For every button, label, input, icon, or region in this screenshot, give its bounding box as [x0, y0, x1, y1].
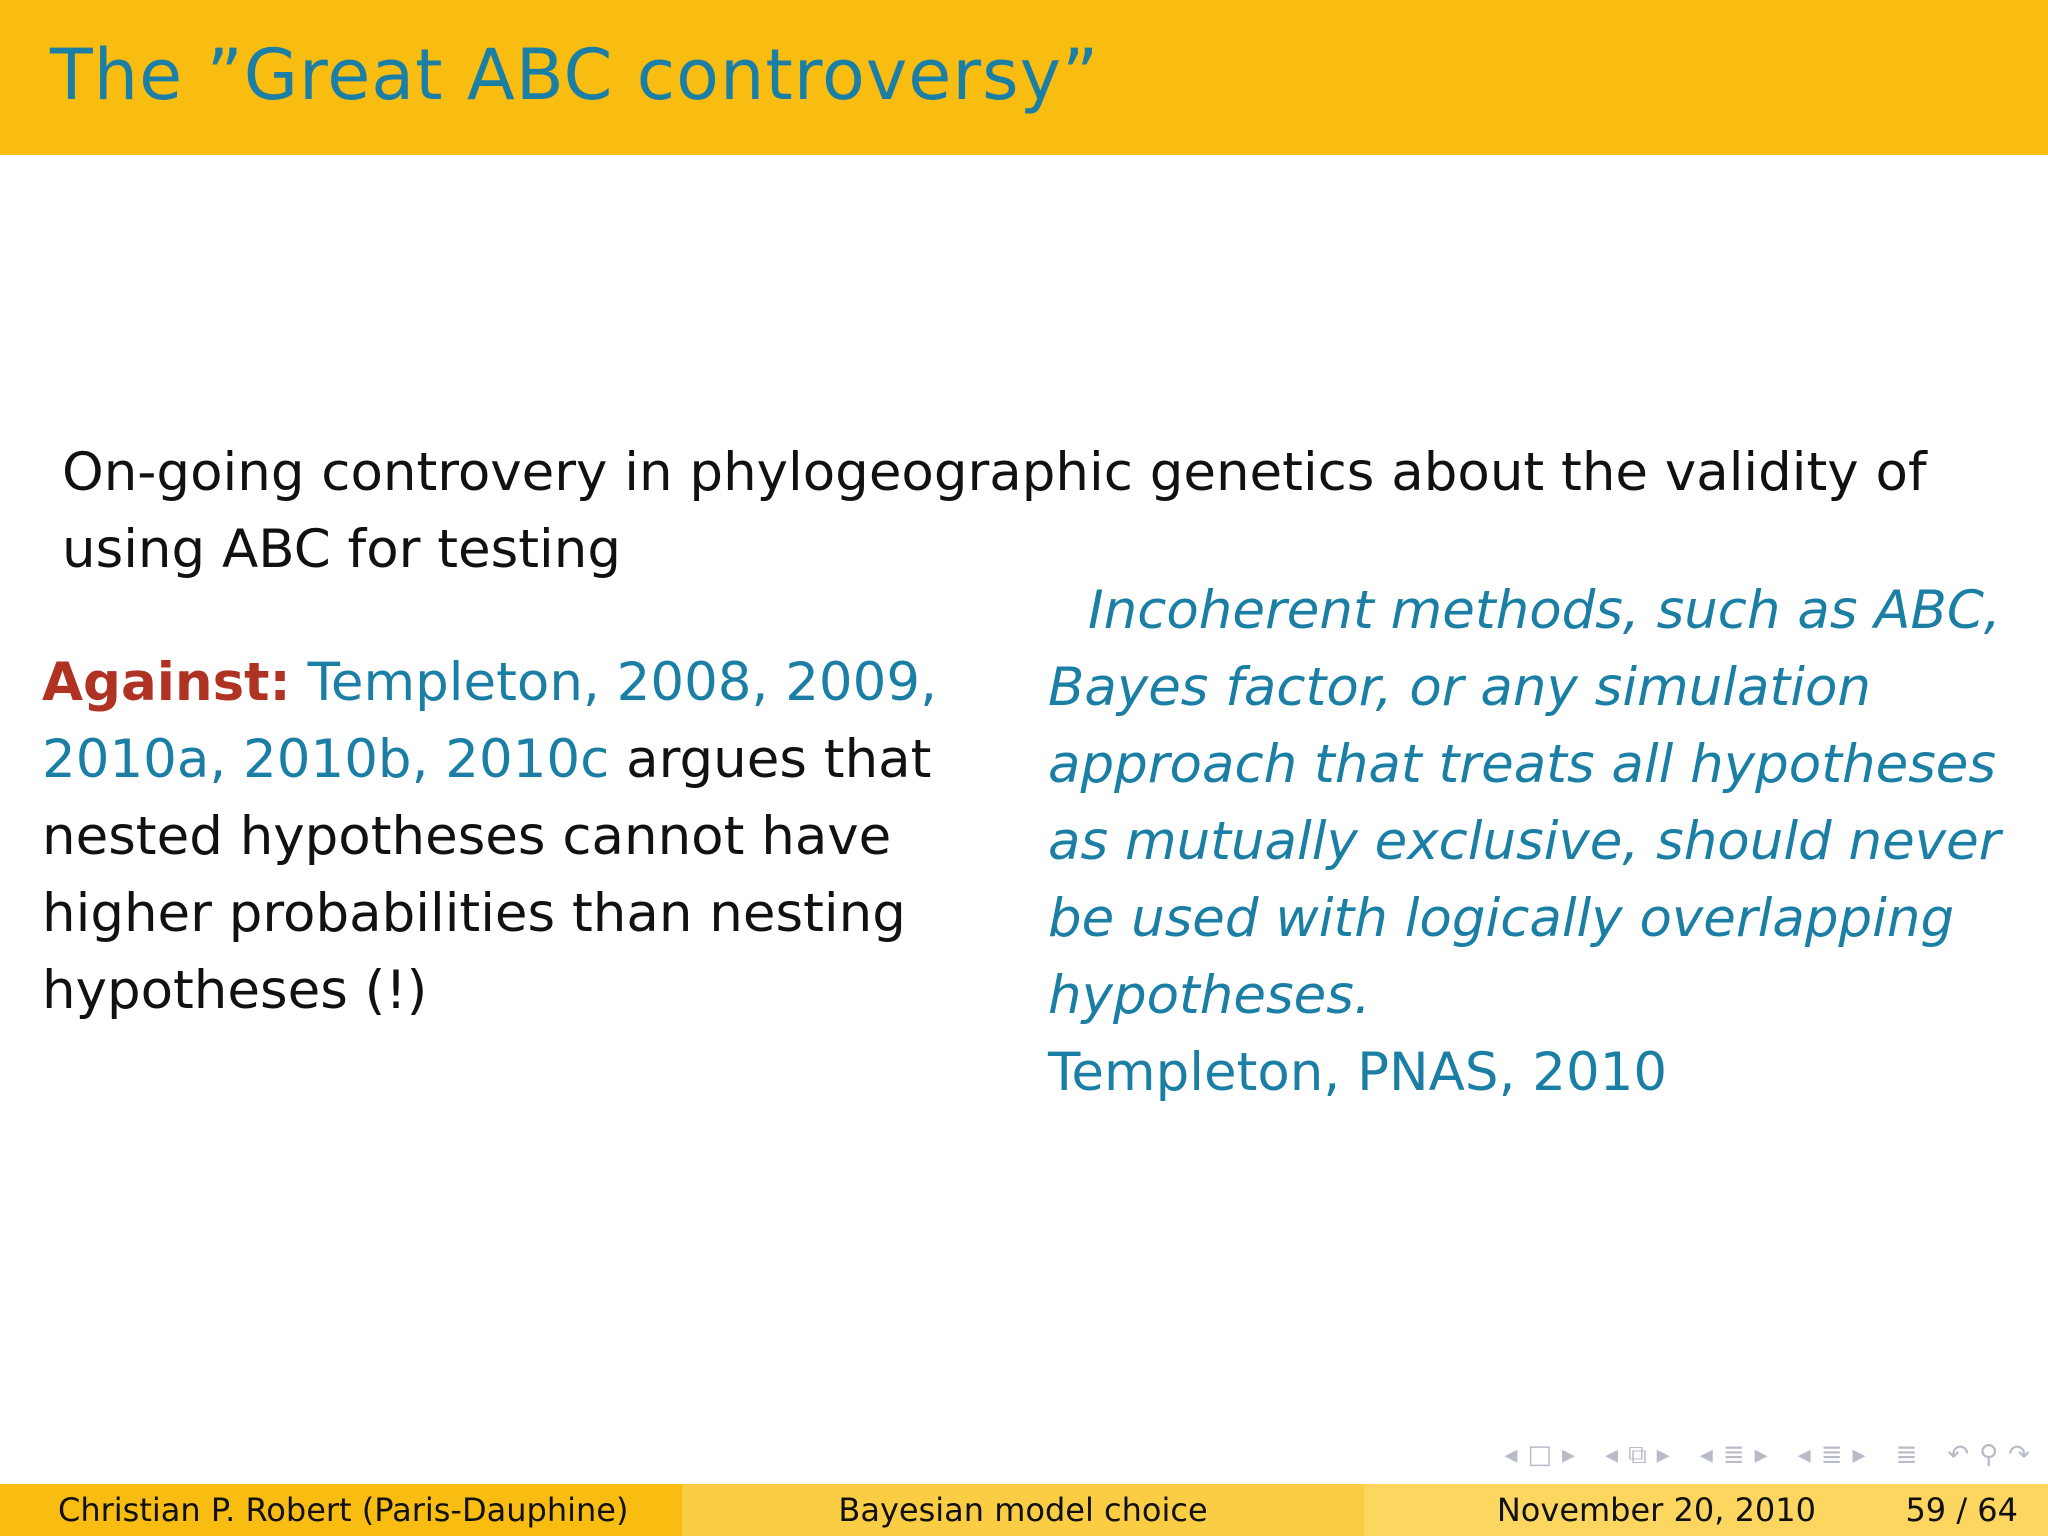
search-icon[interactable]: ⚲ — [1979, 1440, 1999, 1470]
nav-document-icon[interactable]: ≣ — [1820, 1440, 1843, 1470]
nav-right-arrow-icon[interactable]: ▸ — [1852, 1440, 1866, 1470]
footer — [0, 1484, 2048, 1536]
nav-right-arrow-icon[interactable]: ▸ — [1754, 1440, 1768, 1470]
footer-author: Christian P. Robert (Paris-Dauphine) — [0, 1484, 682, 1536]
nav-appendix-icon[interactable]: ≣ — [1895, 1440, 1918, 1470]
quote-block — [1048, 572, 2008, 1111]
nav-frame-icon[interactable]: □ — [1527, 1440, 1552, 1470]
nav-appendix-group — [1896, 1442, 1918, 1468]
nav-subsection-icon[interactable]: ⧉ — [1628, 1440, 1647, 1470]
footer-talk-title: Bayesian model choice — [682, 1484, 1364, 1536]
nav-left-arrow-icon[interactable]: ◂ — [1605, 1440, 1619, 1470]
quote-source: Templeton, PNAS, 2010 — [1048, 1042, 1668, 1103]
nav-section-icon[interactable]: ≣ — [1722, 1440, 1745, 1470]
nav-subsection-group — [1605, 1442, 1670, 1468]
nav-right-arrow-icon[interactable]: ▸ — [1656, 1440, 1670, 1470]
nav-frame-group — [1504, 1442, 1575, 1468]
against-text: argues that nested hypotheses cannot have higher probabilities than nesting hypotheses (!) — [42, 729, 932, 1021]
footer-date: November 20, 2010 — [1496, 1491, 1816, 1529]
nav-right-arrow-icon[interactable]: ▸ — [1561, 1440, 1576, 1470]
against-citations: Templeton, 2008, 2009, 2010a, 2010b, 2010c — [42, 652, 937, 790]
nav-section-group — [1700, 1442, 1768, 1468]
quote-text: Incoherent methods, such as ABC, Bayes factor, or any simulation approach that treats all hypotheses as mutually exclusive, should never be used with logically overlapping hypotheses. — [1048, 580, 2001, 1026]
against-block — [42, 644, 942, 1029]
redo-icon[interactable]: ↷ — [2008, 1440, 2030, 1470]
nav-left-arrow-icon[interactable]: ◂ — [1797, 1440, 1811, 1470]
undo-icon[interactable]: ↶ — [1947, 1440, 1970, 1470]
beamer-navigation — [1482, 1438, 2030, 1472]
nav-document-group — [1798, 1442, 1866, 1468]
nav-left-arrow-icon[interactable]: ◂ — [1699, 1440, 1713, 1470]
nav-left-arrow-icon[interactable]: ◂ — [1504, 1440, 1518, 1470]
nav-search-group — [1947, 1442, 2030, 1468]
against-label: Against: — [42, 652, 291, 713]
footer-right — [1364, 1484, 2048, 1536]
slide-title: The ”Great ABC controversy” — [50, 34, 1100, 116]
intro-text: On-going controvery in phylogeographic genetics about the validity of using ABC for testing — [62, 442, 1927, 580]
footer-page-number: 59 / 64 — [1905, 1491, 2018, 1529]
